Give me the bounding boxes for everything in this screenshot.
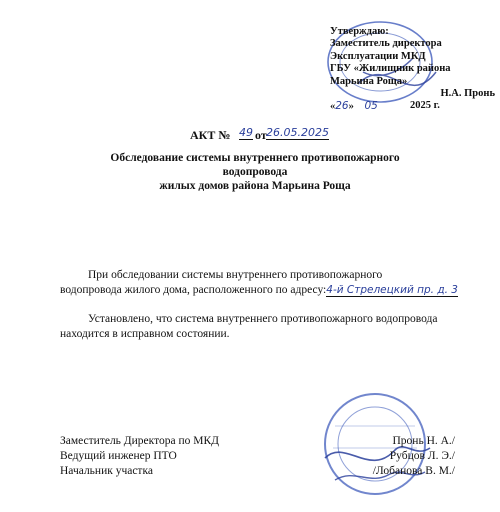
approval-line: ГБУ «Жилищник района bbox=[330, 63, 451, 75]
approval-line: Заместитель директора bbox=[330, 38, 442, 50]
name-lobanova: /Лобанова В. М./ bbox=[372, 465, 455, 477]
address-handwritten: 4-й Стрелецкий пр. д. 3 bbox=[326, 284, 458, 296]
paragraph-1-line-2 bbox=[60, 283, 458, 298]
act-number: 49 bbox=[239, 126, 253, 139]
act-subtitle bbox=[90, 151, 420, 193]
approval-date: «26» 05 2025 г. bbox=[330, 100, 440, 113]
paragraph-2-line-2: находится в исправном состоянии. bbox=[60, 328, 230, 340]
approval-date-month: 05 bbox=[364, 100, 378, 113]
approval-signer: Н.А. Пронь bbox=[440, 88, 495, 100]
paragraph-1-line-1: При обследовании системы внутреннего противопожарного bbox=[88, 269, 383, 281]
position-lead-engineer: Ведущий инженер ПТО bbox=[60, 450, 177, 462]
approval-heading: Утверждаю: bbox=[330, 26, 389, 37]
approval-line: Марьина Роща» bbox=[330, 75, 408, 87]
act-from-label: от bbox=[255, 128, 267, 142]
paragraph-1-text: водопровода жилого дома, расположенного по адресу: bbox=[60, 284, 327, 296]
name-pron: Пронь Н. А./ bbox=[392, 435, 455, 447]
paragraph-2-line-1: Установлено, что система внутреннего противопожарного водопровода bbox=[88, 313, 438, 325]
act-date: 26.05.2025 bbox=[266, 126, 329, 139]
approval-line: Эксплуатации МКД bbox=[330, 50, 426, 62]
approval-date-day: 26 bbox=[335, 100, 349, 113]
approval-block bbox=[330, 26, 495, 114]
position-site-manager: Начальник участка bbox=[60, 465, 153, 477]
approval-date-year: 2025 г. bbox=[410, 100, 440, 112]
act-label: АКТ № bbox=[190, 128, 231, 142]
name-rubtsov: Рубцов Л. Э./ bbox=[389, 450, 455, 462]
signature-positions bbox=[60, 434, 219, 479]
signature-names bbox=[360, 434, 455, 479]
position-deputy-director: Заместитель Директора по МКД bbox=[60, 435, 219, 447]
subtitle-line: Обследование системы внутреннего противопожарного водопровода bbox=[110, 152, 400, 178]
subtitle-line: жилых домов района Марьина Роща bbox=[159, 180, 351, 192]
